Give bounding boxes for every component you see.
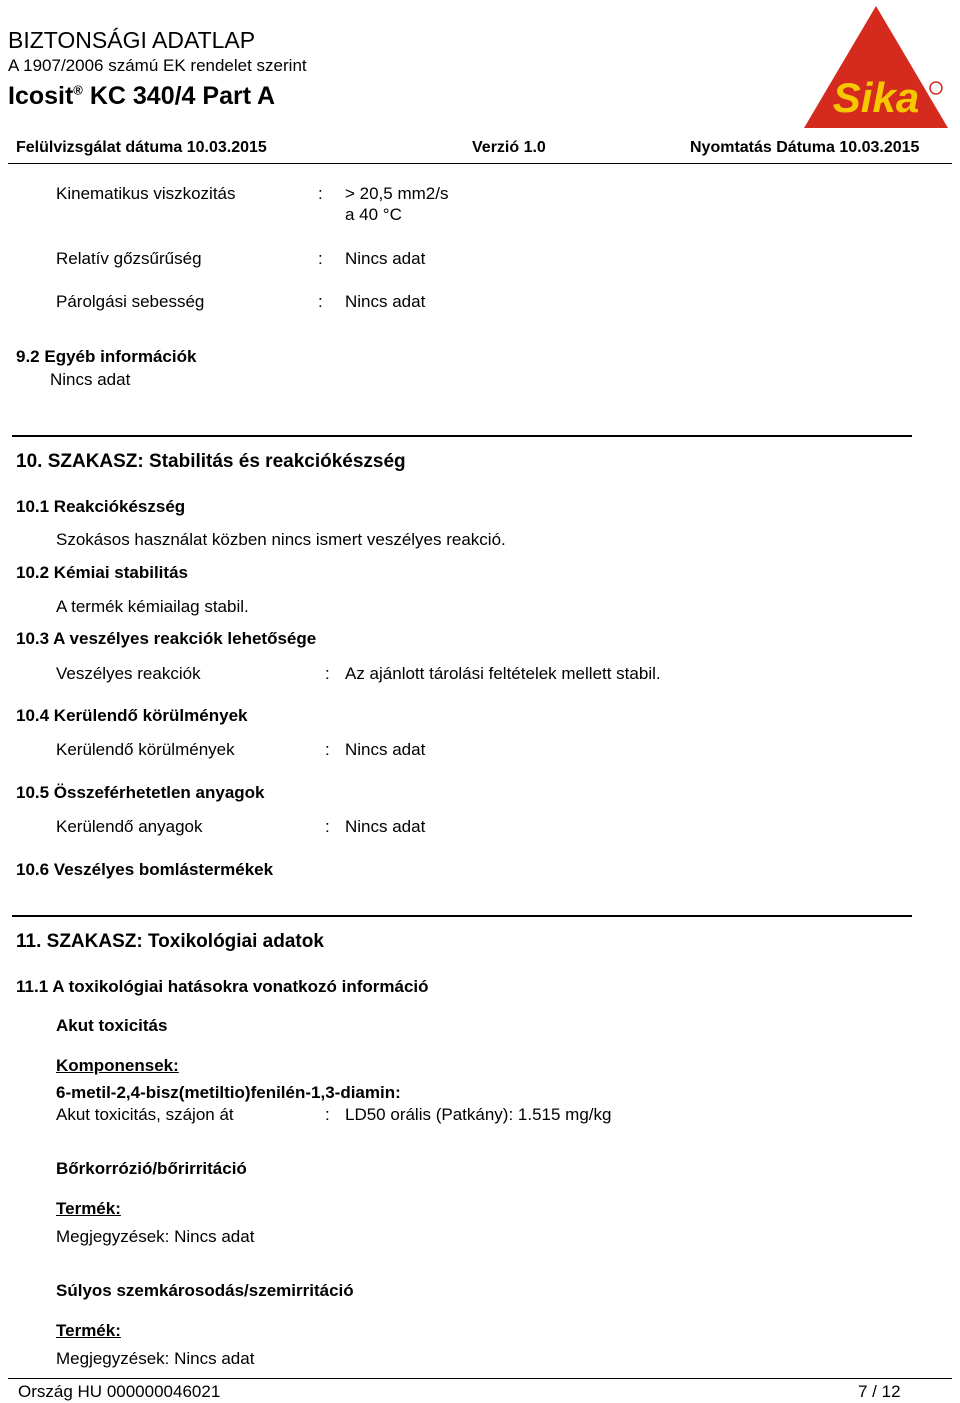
footer-left [18, 1382, 220, 1402]
prop-value-condition: a 40 °C [345, 205, 402, 224]
subsection-heading: 10.2 Kémiai stabilitás [16, 563, 188, 582]
component-name: 6-metil-2,4-bisz(metiltio)fenilén-1,3-diamin: [56, 1083, 401, 1102]
subsection-text: Szokásos használat közben nincs ismert veszélyes reakció. [56, 530, 506, 549]
revision-date: Felülvizsgálat dátuma 10.03.2015 [16, 139, 267, 156]
prop-value: LD50 orális (Patkány): 1.515 mg/kg [345, 1105, 612, 1124]
prop-separator: : [325, 740, 330, 759]
prop-separator: : [325, 817, 330, 836]
print-date: Nyomtatás Dátuma 10.03.2015 [690, 139, 920, 156]
prop-label: Kinematikus viszkozitás [56, 184, 236, 203]
subsection-heading: 10.4 Kerülendő körülmények [16, 706, 248, 725]
product-label: Termék: [56, 1199, 121, 1218]
subsection-heading: 10.5 Összeférhetetlen anyagok [16, 783, 265, 802]
subsection-text: Nincs adat [50, 370, 131, 389]
subsection-text: A termék kémiailag stabil. [56, 597, 249, 616]
remarks-text: Megjegyzések: Nincs adat [56, 1349, 255, 1368]
prop-label: Veszélyes reakciók [56, 664, 201, 683]
section-rule [12, 915, 912, 917]
skin-corrosion-heading: Bőrkorrózió/bőrirritáció [56, 1159, 247, 1178]
page-number: 7 / 12 [858, 1382, 901, 1401]
prop-label: Kerülendő körülmények [56, 740, 235, 759]
prop-value: > 20,5 mm2/s [345, 184, 449, 203]
section-heading: 10. SZAKASZ: Stabilitás és reakciókészség [16, 451, 406, 472]
regulation-text: A 1907/2006 számú EK rendelet szerint [8, 56, 307, 75]
prop-value: Az ajánlott tárolási feltételek mellett stabil. [345, 664, 661, 683]
version: Verzió 1.0 [472, 139, 546, 156]
prop-value: Nincs adat [345, 740, 426, 759]
remarks-text: Megjegyzések: Nincs adat [56, 1227, 255, 1246]
prop-value: Nincs adat [345, 249, 426, 268]
subsection-heading: 9.2 Egyéb információk [16, 347, 197, 366]
subsection-heading: 10.6 Veszélyes bomlástermékek [16, 860, 274, 879]
components-label: Komponensek: [56, 1056, 179, 1075]
prop-separator: : [318, 249, 323, 268]
document-title: BIZTONSÁGI ADATLAP [8, 27, 256, 53]
prop-label: Kerülendő anyagok [56, 817, 203, 836]
header-divider [8, 163, 952, 164]
country: Ország HU [18, 1382, 103, 1401]
subsection-heading: 11.1 A toxikológiai hatásokra vonatkozó információ [16, 977, 429, 996]
product-label: Termék: [56, 1321, 121, 1340]
product-title [8, 82, 275, 111]
prop-separator: : [318, 184, 323, 203]
subsection-heading: 10.1 Reakciókészség [16, 497, 186, 516]
product-code: KC 340/4 Part A [89, 82, 276, 110]
section-rule [12, 435, 912, 437]
product-name: Icosit [8, 82, 74, 110]
logo-text: Sika [832, 74, 920, 121]
prop-label: Párolgási sebesség [56, 292, 205, 311]
prop-label: Akut toxicitás, szájon át [56, 1105, 234, 1124]
eye-damage-heading: Súlyos szemkárosodás/szemirritáció [56, 1281, 354, 1300]
prop-separator: : [318, 292, 323, 311]
document-number: 000000046021 [106, 1382, 221, 1401]
registered-mark: ® [73, 82, 83, 98]
footer-divider [8, 1378, 952, 1379]
prop-value: Nincs adat [345, 292, 426, 311]
prop-value: Nincs adat [345, 817, 426, 836]
acute-toxicity-heading: Akut toxicitás [56, 1016, 168, 1035]
prop-label: Relatív gőzsűrűség [56, 249, 202, 268]
sika-logo [802, 4, 950, 130]
prop-separator: : [325, 1105, 330, 1124]
subsection-heading: 10.3 A veszélyes reakciók lehetősége [16, 629, 317, 648]
prop-separator: : [325, 664, 330, 683]
section-heading: 11. SZAKASZ: Toxikológiai adatok [16, 931, 324, 952]
